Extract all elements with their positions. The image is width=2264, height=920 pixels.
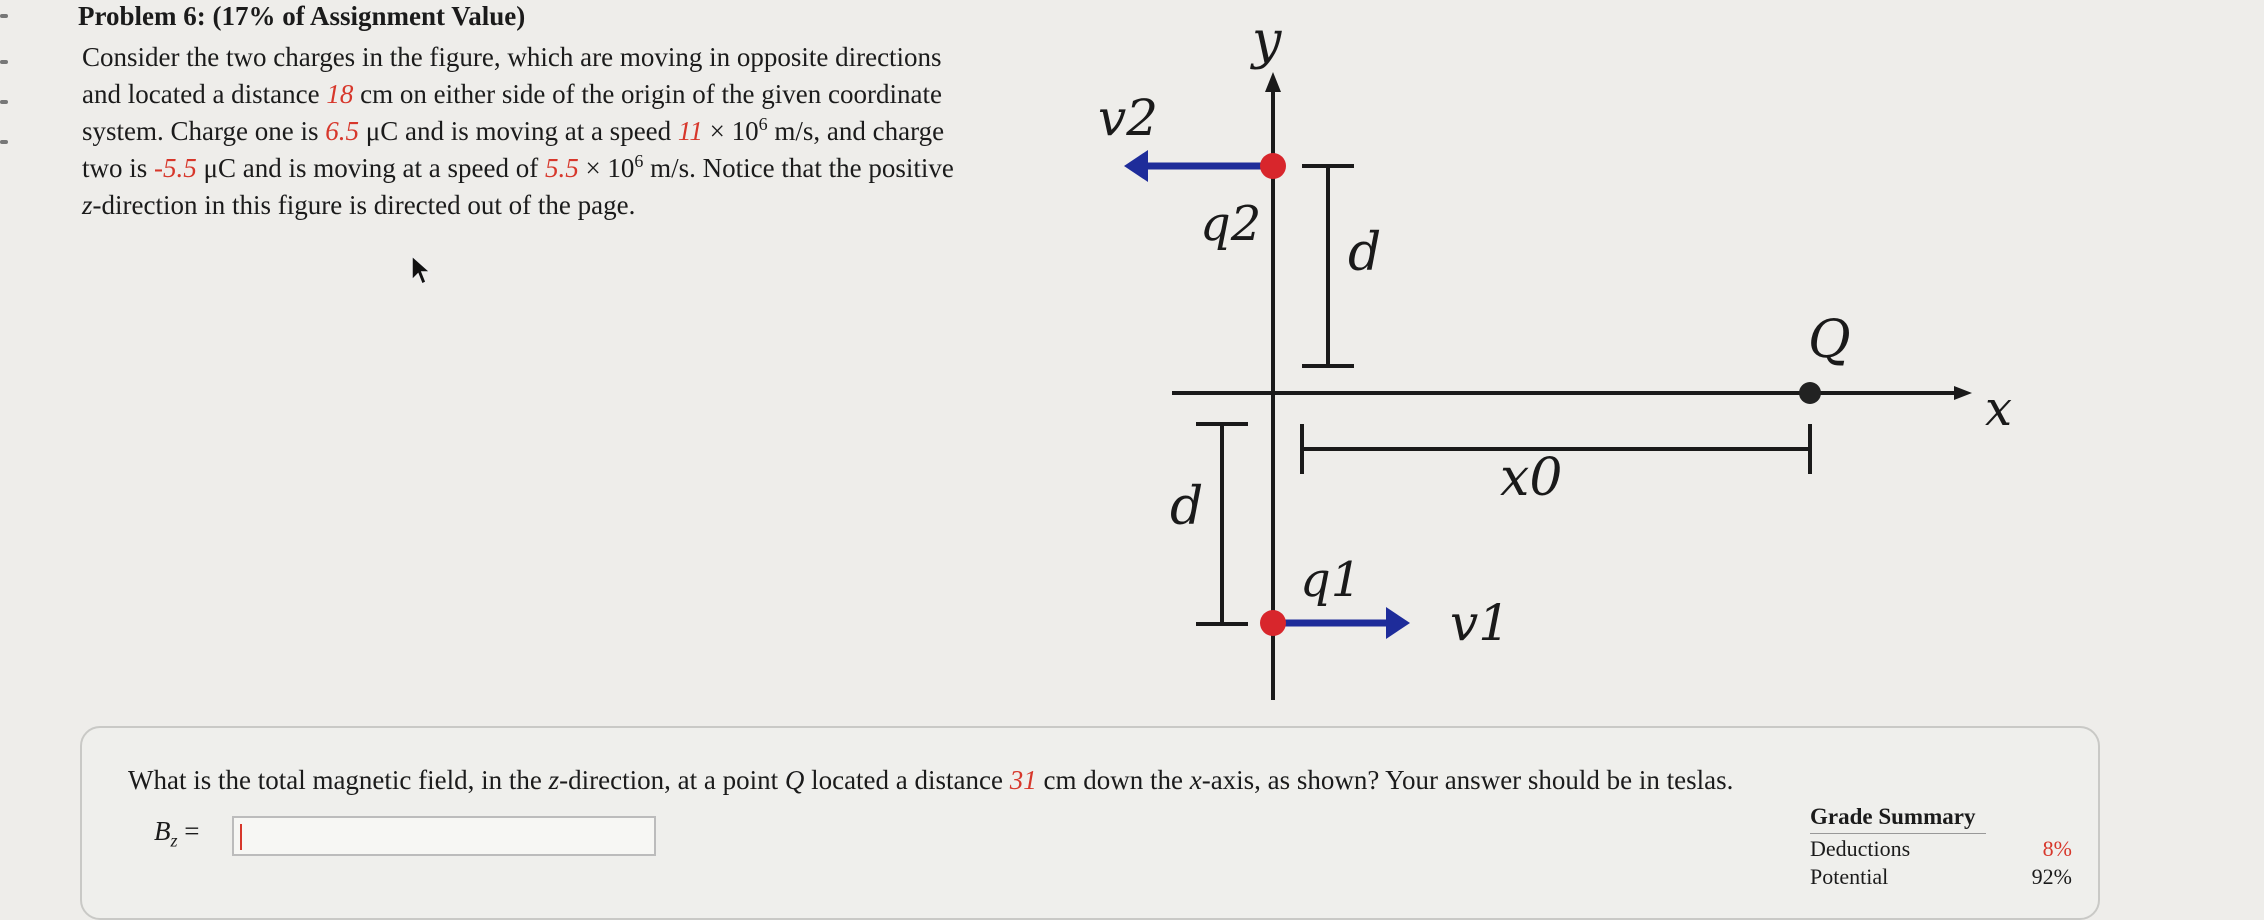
speed-two-value: 5.5 — [544, 153, 579, 183]
mouse-pointer-icon — [410, 254, 436, 288]
problem-line-2 — [82, 76, 1068, 113]
v2-arrowhead — [1124, 150, 1148, 182]
problem-line-4 — [82, 150, 1068, 187]
problem-text: × 10 — [578, 153, 635, 183]
problem-text: -direction in this figure is directed out of the page. — [92, 190, 636, 220]
question-part: -axis, as shown? Your answer should be in teslas. — [1201, 765, 1734, 795]
upper-distance-bracket — [1302, 166, 1354, 366]
lower-distance-bracket — [1196, 424, 1248, 624]
left-margin-marks — [0, 0, 14, 220]
z-subscript: z — [170, 830, 178, 851]
charge-q1 — [1260, 610, 1286, 636]
problem-text: Consider the two charges in the figure, which are moving in opposite directions — [82, 42, 942, 72]
point-q-label: Q — [1808, 310, 1851, 370]
deductions-value: 8% — [2042, 836, 2072, 861]
problem-line-3 — [82, 113, 1068, 150]
q1-label: q1 — [1300, 552, 1362, 608]
grade-summary-title: Grade Summary — [1810, 804, 1976, 829]
problem-line-1 — [82, 39, 1068, 76]
question-part: -direction, at a point — [559, 765, 785, 795]
potential-label: Potential — [1810, 864, 1889, 889]
x-variable: x — [1189, 765, 1202, 795]
exponent: 6 — [758, 114, 768, 134]
problem-text: × 10 — [702, 116, 759, 146]
charge-two-value: -5.5 — [154, 153, 197, 183]
question-text — [128, 765, 1733, 796]
y-axis-label: y — [1252, 11, 1282, 71]
question-part: What is the total magnetic field, in the — [128, 765, 549, 795]
q2-label: q2 — [1200, 196, 1262, 252]
v1-arrowhead — [1386, 607, 1410, 639]
problem-text: μC and is moving at a speed of — [196, 153, 545, 183]
speed-one-value: 11 — [677, 116, 703, 146]
problem-line-5 — [82, 187, 1068, 224]
lower-d-label: d — [1170, 477, 1204, 537]
deductions-row — [1796, 836, 2072, 864]
problem-body — [78, 39, 1068, 224]
y-axis-arrowhead — [1265, 72, 1281, 92]
potential-value: 92% — [2031, 864, 2072, 889]
equals-sign: = — [177, 816, 200, 846]
text-caret — [240, 824, 242, 850]
exponent: 6 — [634, 151, 644, 171]
z-variable: z — [548, 765, 560, 795]
problem-text: μC and is moving at a speed — [358, 116, 678, 146]
upper-d-label: d — [1348, 223, 1382, 283]
potential-row — [1796, 864, 2072, 892]
charge-q2 — [1260, 153, 1286, 179]
answer-panel — [80, 726, 2100, 920]
problem-text: cm on either side of the origin of the given coordinate — [353, 79, 942, 109]
problem-text: m/s, and charge — [767, 116, 945, 146]
x-axis-label: x — [1985, 381, 2013, 437]
deductions-label: Deductions — [1810, 836, 1911, 861]
v1-label: v1 — [1450, 594, 1511, 652]
charge-diagram — [1090, 0, 2090, 720]
problem-text: and located a distance — [82, 79, 327, 109]
x-axis-arrowhead — [1954, 386, 1972, 400]
problem-text: two is — [82, 153, 155, 183]
question-distance-value: 31 — [1009, 765, 1037, 795]
bz-label — [154, 816, 200, 851]
charge-one-value: 6.5 — [325, 116, 359, 146]
point-q — [1799, 382, 1821, 404]
grade-summary-divider — [1810, 833, 1986, 834]
problem-text: m/s. Notice that the positive — [643, 153, 954, 183]
x0-label: x0 — [1500, 448, 1563, 508]
b-symbol: B — [154, 816, 171, 846]
bz-answer-input[interactable] — [232, 816, 656, 856]
problem-title: Problem 6: (17% of Assignment Value) — [78, 1, 526, 31]
problem-statement — [78, 0, 1068, 224]
question-part: located a distance — [804, 765, 1010, 795]
q-variable: Q — [784, 765, 805, 795]
grade-summary — [1796, 804, 2072, 892]
problem-text: system. Charge one is — [82, 116, 326, 146]
question-part: cm down the — [1036, 765, 1190, 795]
v2-label: v2 — [1098, 89, 1159, 147]
z-variable: z — [82, 190, 93, 220]
distance-value: 18 — [326, 79, 354, 109]
